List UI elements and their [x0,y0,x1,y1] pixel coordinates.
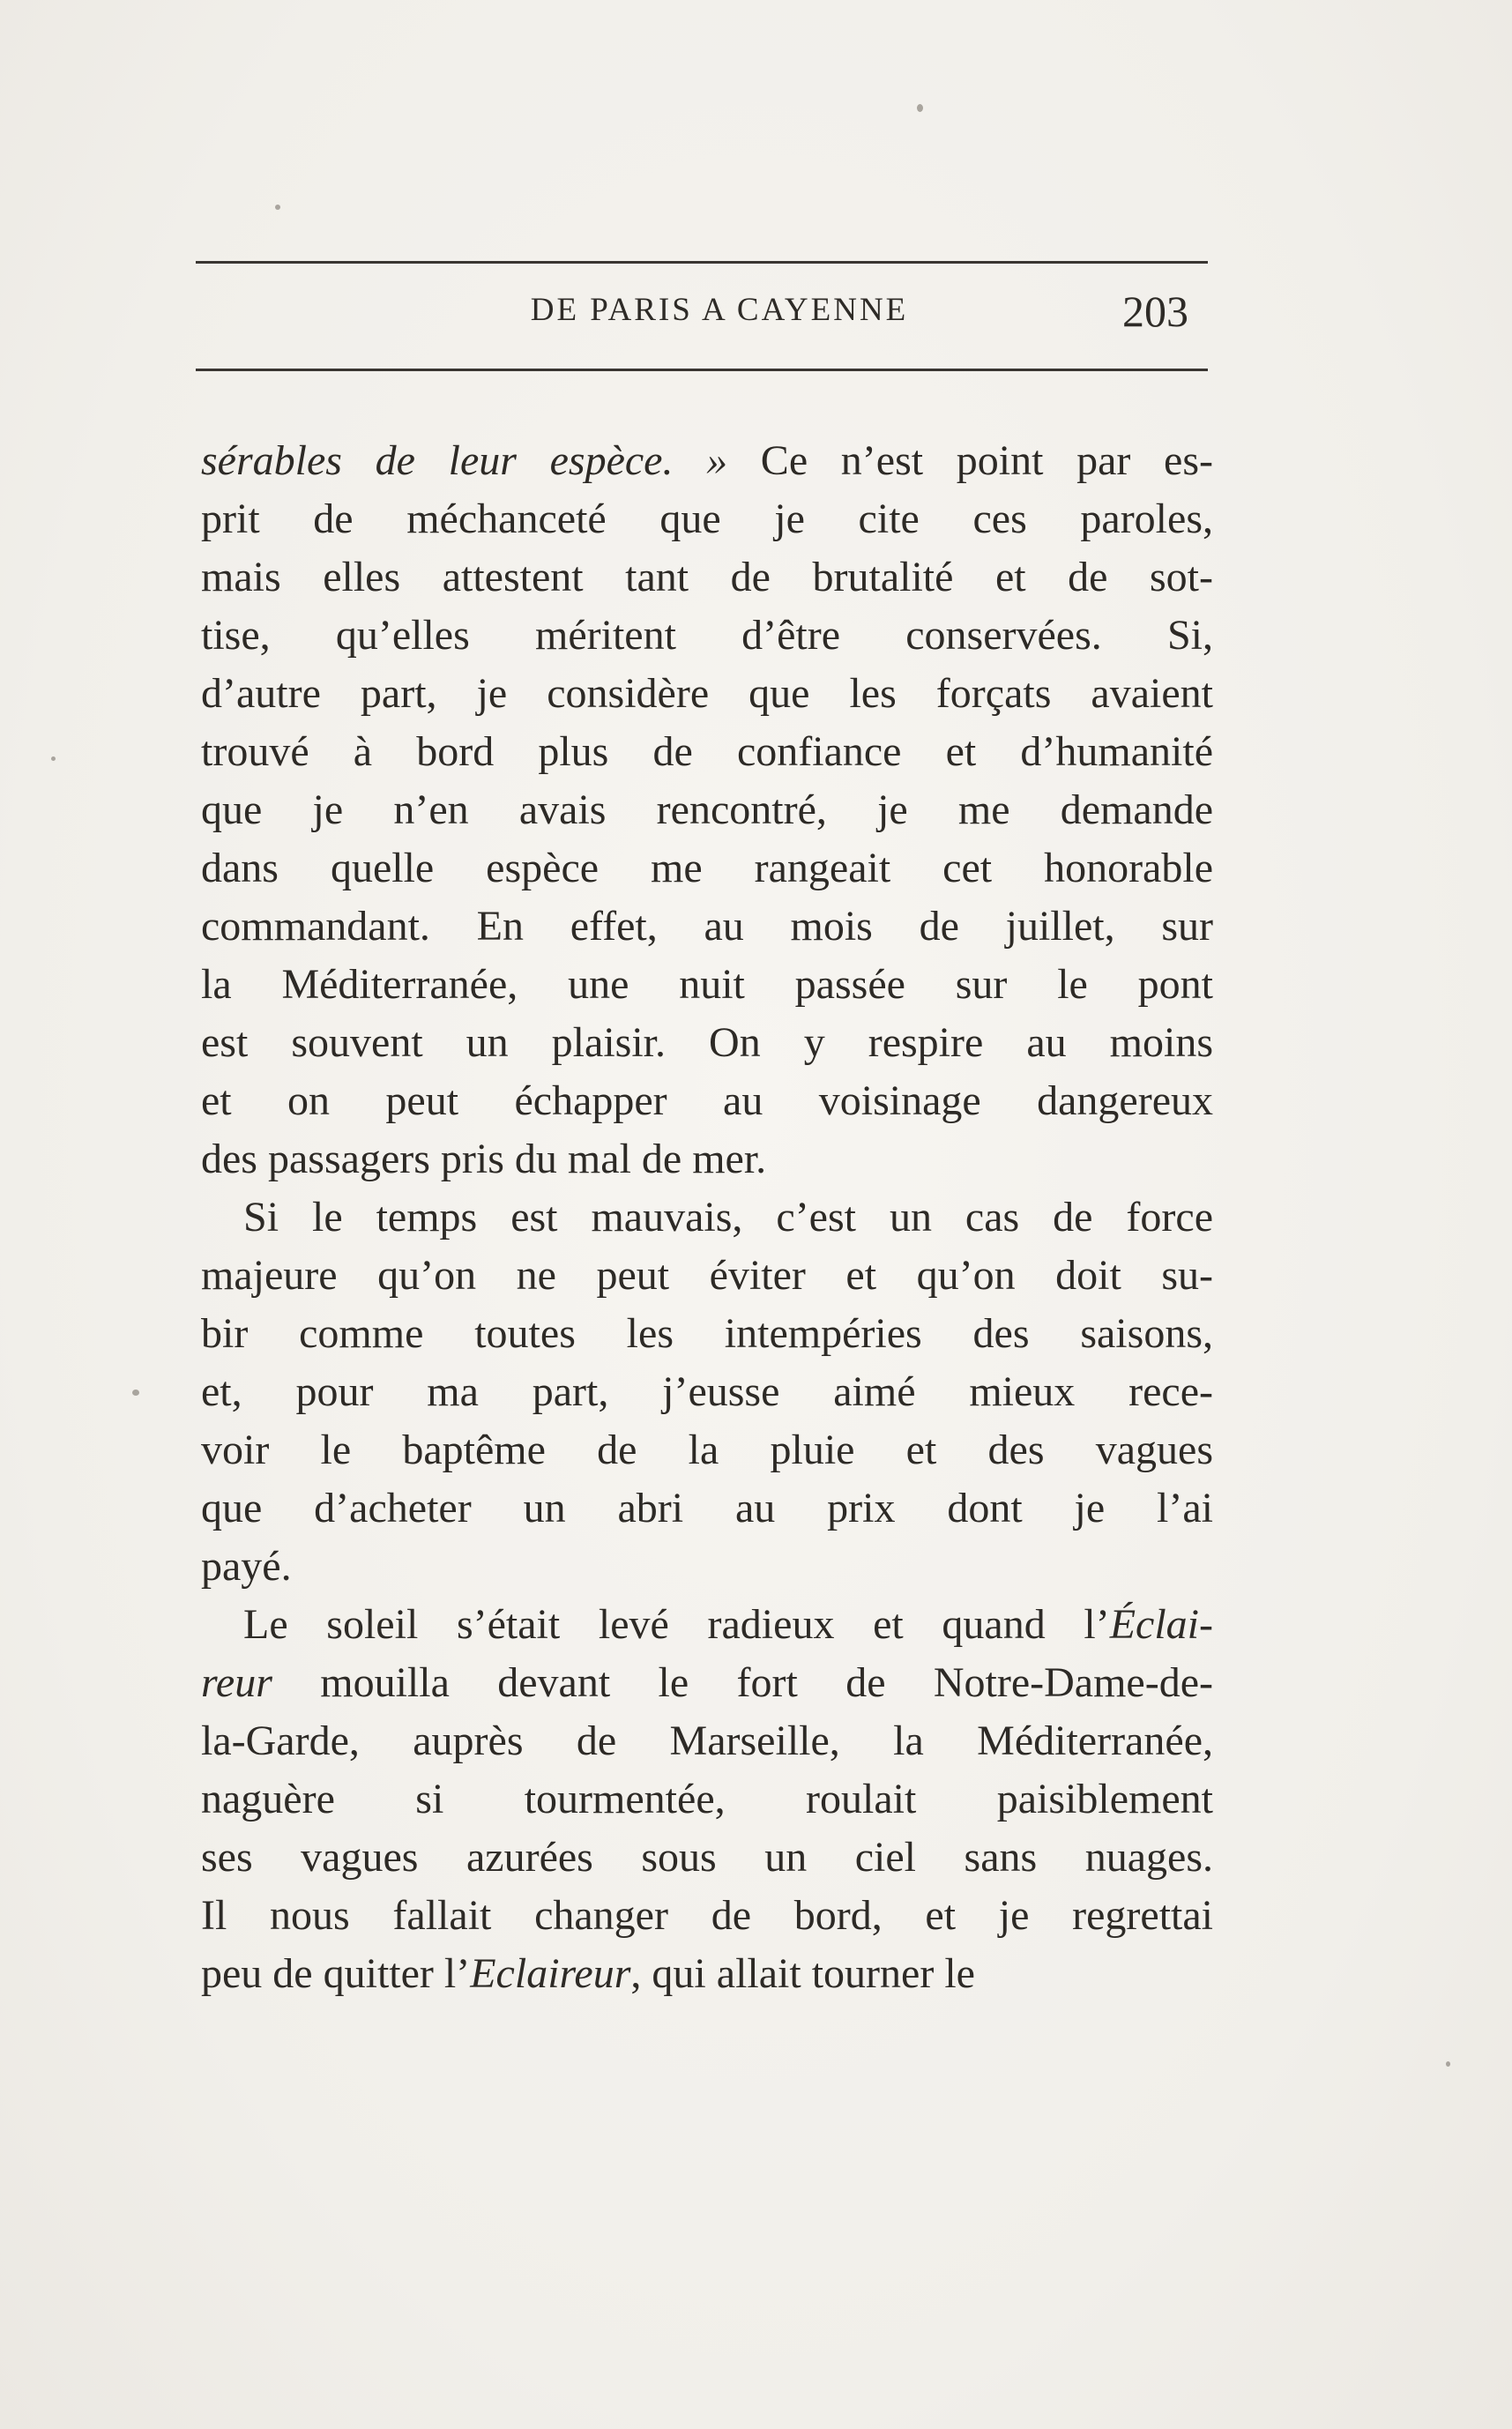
text-run: mais elles attestent tant de brutalité et de sot- [201,554,1213,600]
text-line [201,490,1213,548]
paragraph-2 [201,1188,1213,1596]
text-run: Le soleil s’était levé radieux et quand l’ [243,1601,1110,1648]
body-text [201,432,1213,2003]
text-line [201,1829,1213,1887]
text-run: est souvent un plaisir. On y respire au moins [201,1019,1213,1066]
text-run: Ce n’est point par es- [727,437,1213,484]
text-line [201,1188,1213,1247]
header-rule-bottom [196,369,1208,371]
text-run: Si le temps est mauvais, c’est un cas de force [243,1194,1213,1241]
text-line [201,607,1213,665]
text-run: et on peut échapper au voisinage dangereux [201,1077,1213,1124]
paper-speck [917,104,923,112]
text-run: la-Garde, auprès de Marseille, la Méditerranée, [201,1717,1213,1764]
text-run: voir le baptême de la pluie et des vagues [201,1427,1213,1473]
text-line [201,1479,1213,1538]
text-line [201,432,1213,490]
text-line [201,548,1213,607]
running-title: DE PARIS A CAYENNE [530,292,909,328]
text-line [201,781,1213,839]
text-line [201,1421,1213,1479]
text-line [201,1305,1213,1363]
text-run: bir comme toutes les intempéries des saisons, [201,1310,1213,1357]
paper-speck [1446,2061,1450,2067]
text-run: que je n’en avais rencontré, je me demande [201,786,1213,833]
text-run: d’autre part, je considère que les forçats avaient [201,670,1213,717]
text-line [201,1887,1213,1945]
page-number: 203 [1122,287,1188,336]
text-run: naguère si tourmentée, roulait paisiblement [201,1776,1213,1822]
text-run: dans quelle espèce me rangeait cet honorable [201,845,1213,891]
running-head [196,287,1208,344]
italic-text: Eclaireur [470,1950,631,1997]
text-line [201,898,1213,956]
text-run: commandant. En effet, au mois de juillet, sur [201,903,1213,950]
text-line [201,1538,1213,1596]
text-line [201,1945,1213,2003]
text-line [201,956,1213,1014]
text-line [201,1247,1213,1305]
text-line [201,839,1213,898]
text-line [201,1770,1213,1829]
text-run: mouilla devant le fort de Notre-Dame-de- [272,1659,1213,1706]
text-run: ses vagues azurées sous un ciel sans nuages. [201,1834,1213,1881]
italic-text: sérables de leur espèce. » [201,437,728,484]
text-line [201,1654,1213,1712]
paragraph-3 [201,1596,1213,2003]
text-run: la Méditerranée, une nuit passée sur le pont [201,961,1213,1008]
text-run: tise, qu’elles méritent d’être conservées. Si, [201,612,1213,659]
text-run: majeure qu’on ne peut éviter et qu’on doit su- [201,1252,1213,1299]
text-line [201,723,1213,781]
italic-text: reur [201,1659,272,1706]
header-rule-top [196,261,1208,264]
text-run: payé. [201,1543,292,1590]
text-line [201,1712,1213,1770]
text-line [201,1014,1213,1072]
text-run: Il nous fallait changer de bord, et je regrettai [201,1892,1213,1939]
paper-speck [275,205,280,210]
paper-speck [132,1390,139,1396]
text-run: que d’acheter un abri au prix dont je l’ai [201,1485,1213,1531]
text-line [201,665,1213,723]
text-line [201,1363,1213,1421]
text-line [201,1596,1213,1654]
text-line [201,1072,1213,1130]
text-line [201,1130,1213,1188]
text-run: des passagers pris du mal de mer. [201,1136,767,1182]
paper-speck [51,756,56,761]
paragraph-1 [201,432,1213,1188]
text-run: peu de quitter l’ [201,1950,471,1997]
italic-text: Éclai- [1109,1601,1213,1648]
text-run: et, pour ma part, j’eusse aimé mieux rece- [201,1368,1213,1415]
text-run: , qui allait tourner le [630,1950,975,1997]
text-run: trouvé à bord plus de confiance et d’humanité [201,728,1213,775]
text-run: prit de méchanceté que je cite ces paroles, [201,495,1213,542]
